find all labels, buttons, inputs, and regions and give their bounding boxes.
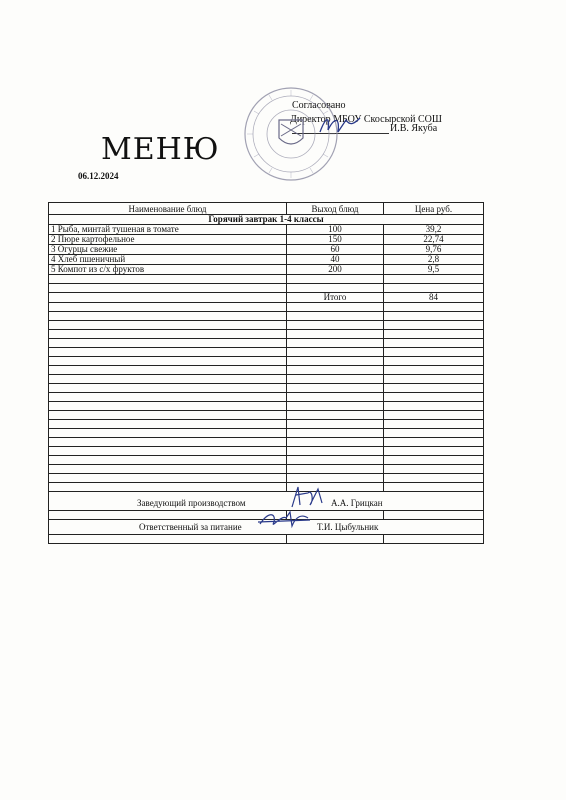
blank-row	[49, 275, 484, 284]
blank-row	[49, 384, 484, 393]
menu-table	[48, 202, 484, 544]
dish-weight: 100	[287, 225, 384, 235]
dish-price: 9,76	[384, 245, 484, 255]
manager-name: А.А. Грицкан	[331, 498, 383, 508]
approval-director: Директор МБОУ Скосырской СОШ	[290, 114, 442, 125]
table-row	[49, 255, 484, 265]
dish-name: 2 Пюре картофельное	[49, 235, 287, 245]
section-title: Горячий завтрак 1-4 классы	[49, 215, 484, 225]
blank-row	[49, 330, 484, 339]
dish-price: 22,74	[384, 235, 484, 245]
total-value: 84	[384, 293, 484, 303]
blank-row	[49, 456, 484, 465]
dish-price: 9,5	[384, 265, 484, 275]
responsible-name: Т.И. Цыбульник	[317, 522, 379, 532]
dish-name: 5 Компот из с/х фруктов	[49, 265, 287, 275]
col-header-weight: Выход блюд	[287, 203, 384, 215]
responsible-signature-icon	[256, 508, 312, 532]
blank-row	[49, 465, 484, 474]
dish-price: 2,8	[384, 255, 484, 265]
dish-name: 3 Огурцы свежие	[49, 245, 287, 255]
blank-row	[49, 447, 484, 456]
blank-row	[49, 303, 484, 312]
dish-price: 39,2	[384, 225, 484, 235]
blank-row	[49, 535, 484, 544]
blank-row	[49, 474, 484, 483]
blank-row	[49, 393, 484, 402]
menu-date: 06.12.2024	[78, 171, 119, 181]
section-row	[49, 215, 484, 225]
blank-row	[49, 411, 484, 420]
dish-weight: 200	[287, 265, 384, 275]
blank-row	[49, 429, 484, 438]
blank-row	[49, 284, 484, 293]
approval-director-name: И.В. Якуба	[390, 123, 438, 134]
total-row	[49, 293, 484, 303]
col-header-name: Наименование блюд	[49, 203, 287, 215]
blank-row	[49, 321, 484, 330]
table-row	[49, 265, 484, 275]
page-title: МЕНЮ	[101, 132, 220, 167]
blank-row	[49, 366, 484, 375]
dish-weight: 40	[287, 255, 384, 265]
blank-row	[49, 357, 484, 366]
blank-row	[49, 420, 484, 429]
blank-row	[49, 402, 484, 411]
blank-row	[49, 438, 484, 447]
total-label: Итого	[287, 293, 384, 303]
blank-row	[49, 375, 484, 384]
approval-agreed: Согласовано	[292, 100, 346, 111]
table-row	[49, 245, 484, 255]
blank-row	[49, 312, 484, 321]
director-signature-icon	[316, 112, 364, 138]
manager-signature-icon	[288, 483, 330, 511]
blank-row	[49, 339, 484, 348]
dish-name: 1 Рыба, минтай тушеная в томате	[49, 225, 287, 235]
manager-title: Заведующий производством	[137, 498, 246, 508]
blank-row	[49, 348, 484, 357]
table-row	[49, 235, 484, 245]
table-row	[49, 225, 484, 235]
table-header-row	[49, 203, 484, 215]
dish-weight: 60	[287, 245, 384, 255]
responsible-title: Ответственный за питание	[139, 522, 242, 532]
blank-row	[49, 483, 484, 492]
col-header-price: Цена руб.	[384, 203, 484, 215]
dish-weight: 150	[287, 235, 384, 245]
dish-name: 4 Хлеб пшеничный	[49, 255, 287, 265]
